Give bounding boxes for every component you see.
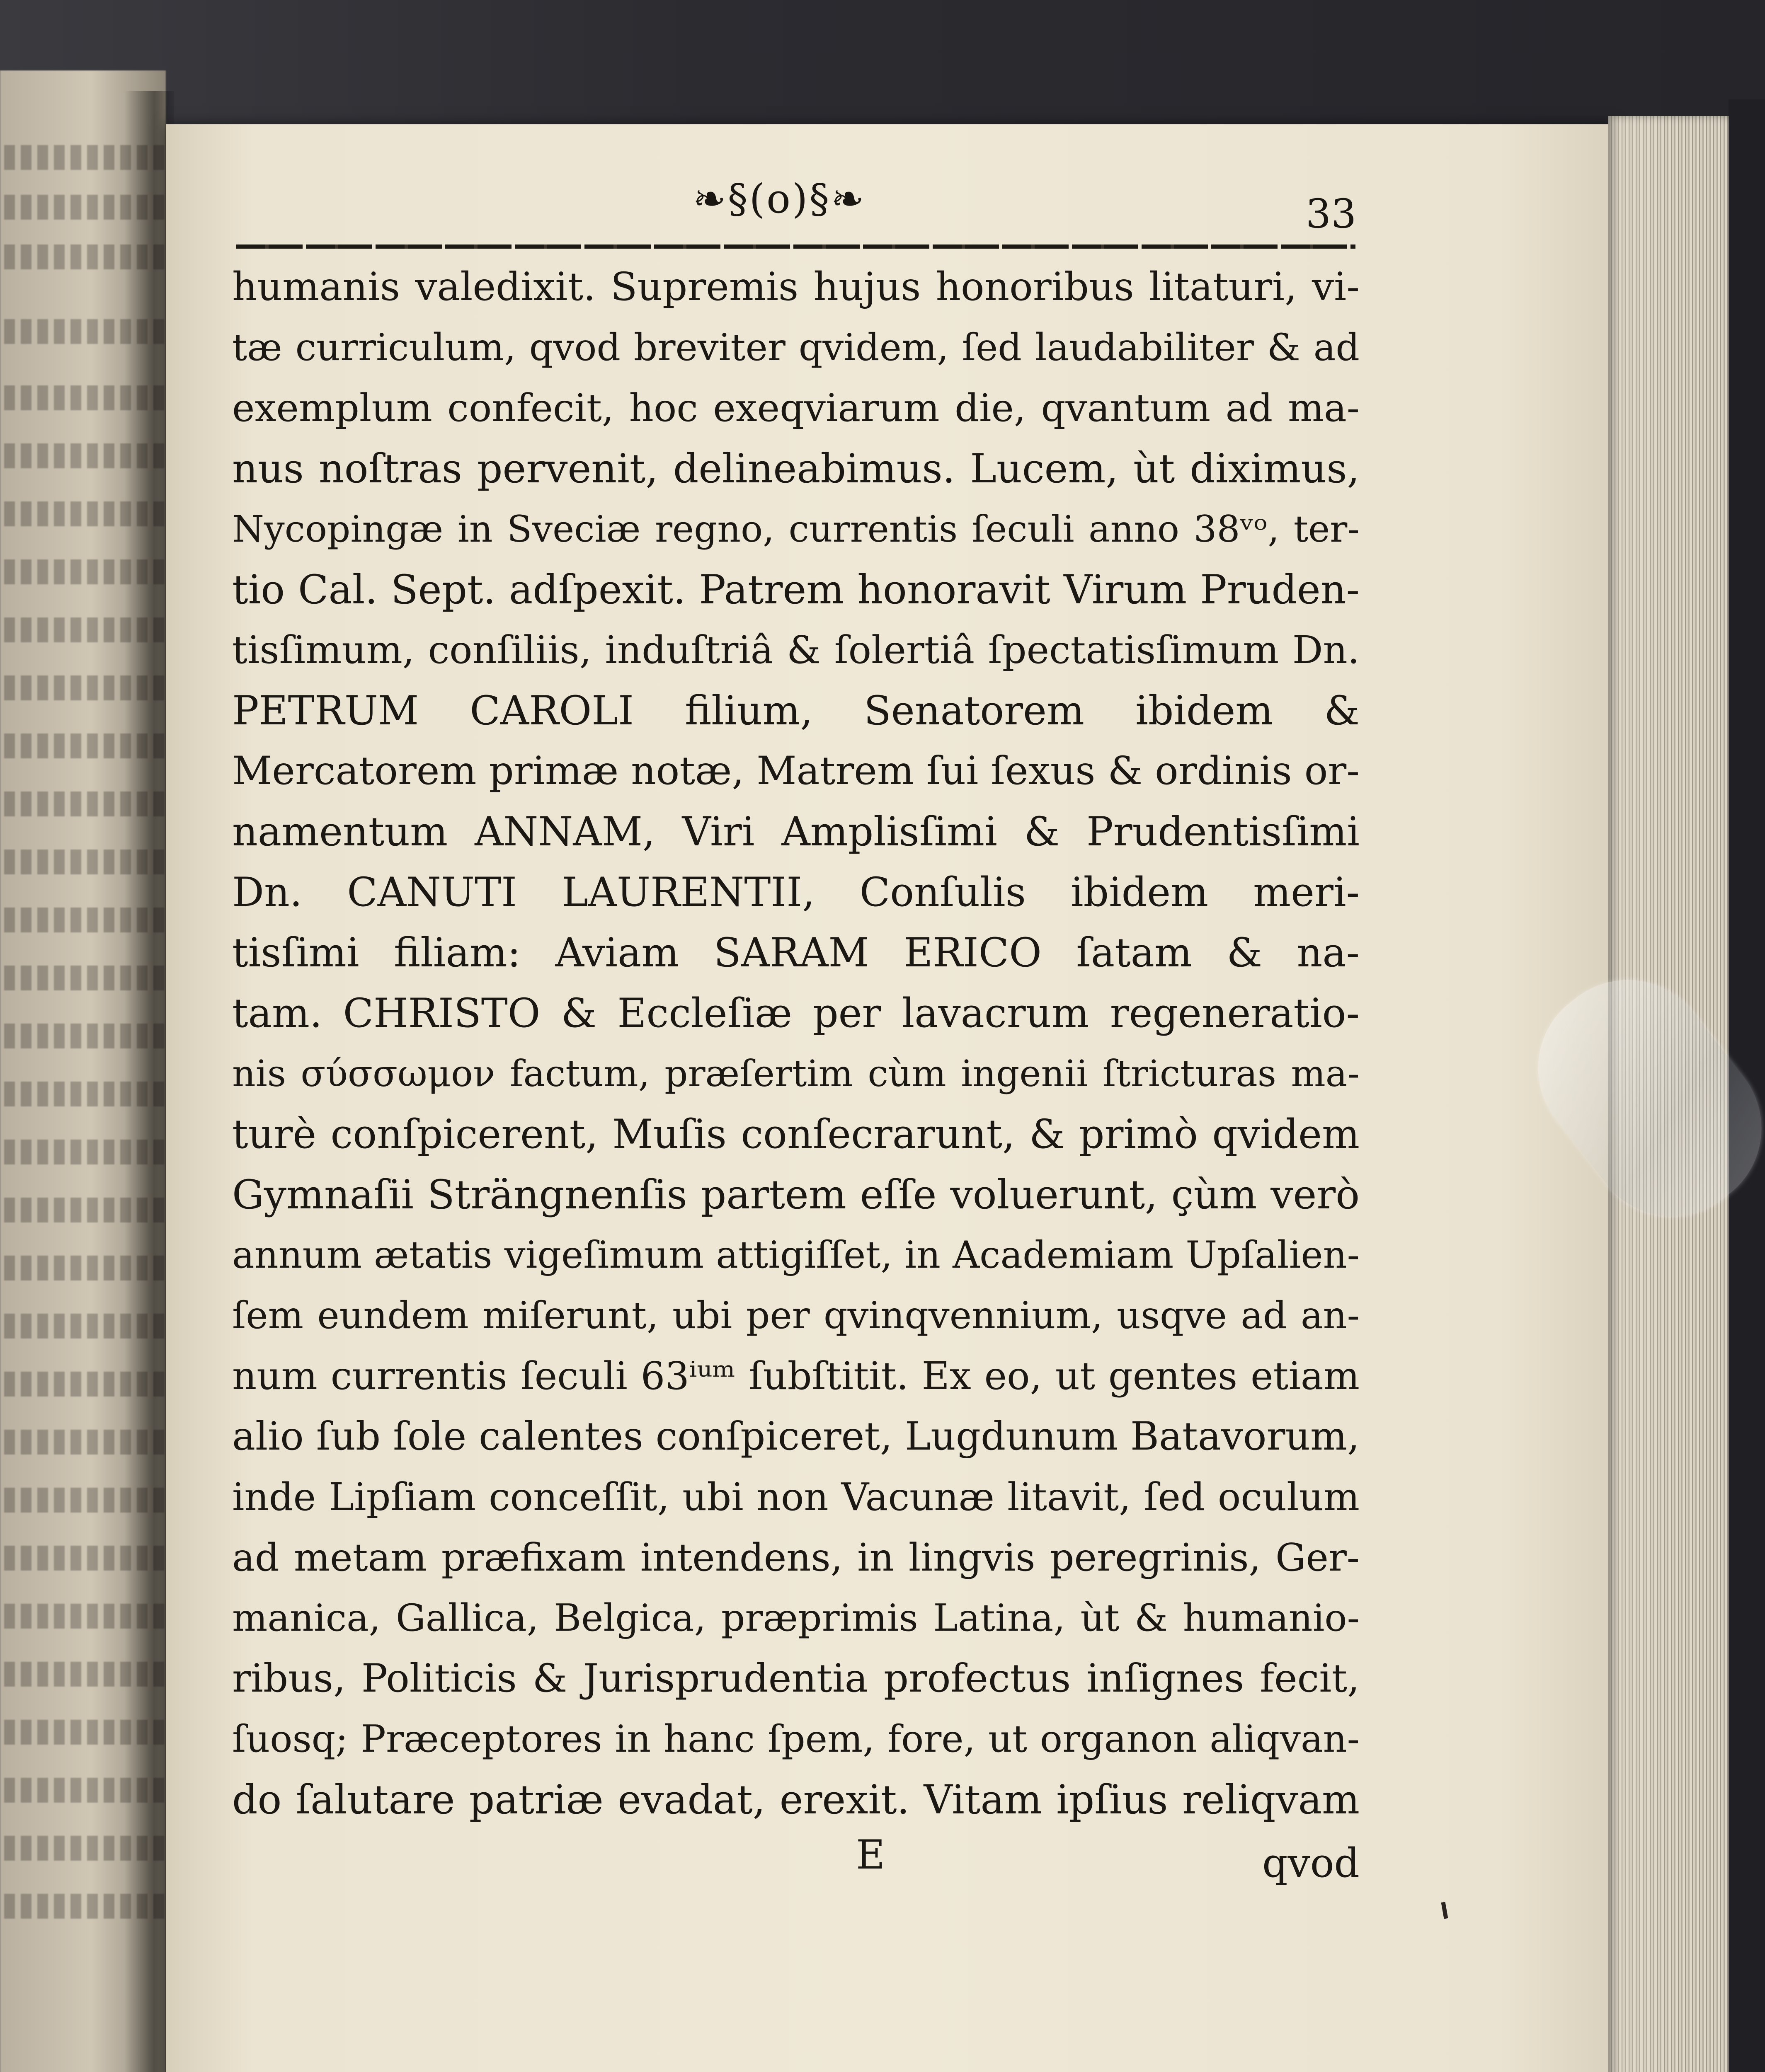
text-line: tam. CHRISTO & Eccleſiæ per lavacrum regeneratio- [232,990,1360,1036]
text-line: humanis valedixit. Supremis hujus honoribus litaturi, vi- [232,264,1360,310]
header-rule [236,244,1355,249]
text-line: Nycopingæ in Sveciæ regno, currentis ſeculi anno 38ᵛᵒ, ter- [232,508,1360,550]
text-line: PETRUM CAROLI filium, Senatorem ibidem & [232,687,1360,734]
text-line: inde Lipſiam conceſſit, ubi non Vacunæ litavit, ſed oculum [232,1475,1360,1519]
text-line: exemplum confecit, hoc exeqviarum die, qvantum ad ma- [232,386,1360,430]
text-line: namentum ANNAM, Viri Amplisſimi & Prudentisſimi [232,808,1360,855]
text-line: nis σύσσωμον factum, præſertim cùm ingenii ſtricturas ma- [232,1052,1360,1095]
body-text [232,257,1360,1830]
header-ornament: ❧§(o)§❧ [693,176,866,222]
signature-mark: E [856,1832,885,1878]
text-line: num currentis ſeculi 63ⁱᵘᵐ ſubſtitit. Ex eo, ut gentes etiam [232,1354,1360,1398]
text-line: alio ſub ſole calentes conſpiceret, Lugdunum Batavorum, [232,1414,1360,1459]
text-line: Gymnaſii Strängnenſis partem eſſe voluerunt, çùm verò [232,1172,1360,1218]
text-line: Mercatorem primæ notæ, Matrem ſui ſexus & ordinis or- [232,748,1360,794]
text-line: manica, Gallica, Belgica, præprimis Latina, ùt & humanio- [232,1596,1360,1640]
text-line: annum ætatis vigeſimum attigiſſet, in Academiam Upſalien- [232,1233,1360,1277]
text-line: tisſimi filiam: Aviam SARAM ERICO ſatam & na- [232,929,1360,976]
catchword: qvod [1262,1840,1360,1886]
text-line: tæ curriculum, qvod breviter qvidem, ſed laudabiliter & ad [232,326,1360,369]
text-line: ſem eundem miſerunt, ubi per qvinqvennium, usqve ad an- [232,1294,1360,1337]
page-number: 33 [1306,191,1357,237]
text-line: turè conſpicerent, Muſis conſecrarunt, & primò qvidem [232,1111,1360,1157]
text-line: nus noſtras pervenit, delineabimus. Lucem, ùt diximus, [232,445,1360,492]
text-line: tisſimum, conſiliis, induſtriâ & ſolertiâ ſpectatisſimum Dn. [232,628,1360,672]
text-line: Dn. CANUTI LAURENTII, Conſulis ibidem meri- [232,869,1360,915]
text-line: do ſalutare patriæ evadat, erexit. Vitam ipſius reliqvam [232,1777,1360,1823]
text-line: tio Cal. Sept. adſpexit. Patrem honoravit Virum Pruden- [232,566,1360,613]
text-line: ad metam præfixam intendens, in lingvis peregrinis, Ger- [232,1535,1360,1580]
text-line: ribus, Politicis & Jurisprudentia profectus inſignes fecit, [232,1656,1360,1701]
text-line: ſuosq; Præceptores in hanc ſpem, fore, ut organon aliqvan- [232,1717,1360,1761]
